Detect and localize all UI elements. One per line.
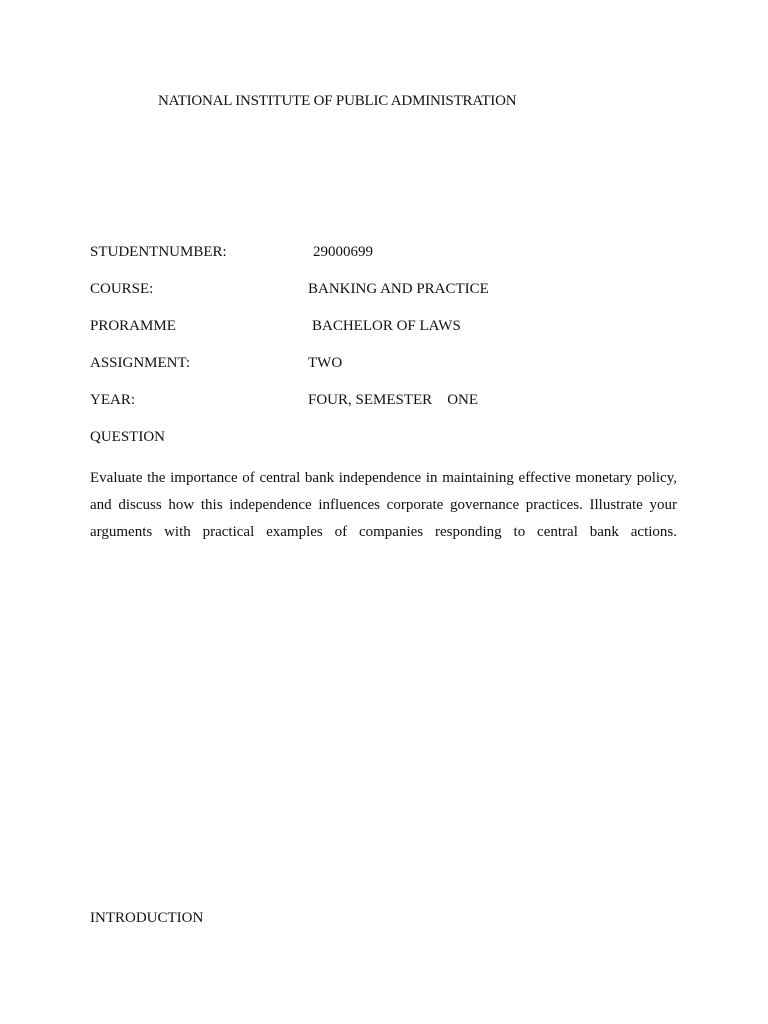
course-value: BANKING AND PRACTICE (308, 281, 489, 297)
course-label: COURSE: (90, 281, 154, 297)
year-value: FOUR, SEMESTER ONE (308, 392, 479, 408)
assignment-label: ASSIGNMENT: (90, 355, 191, 371)
institute-title: NATIONAL INSTITUTE OF PUBLIC ADMINISTRATION (158, 93, 517, 109)
student-number-label: STUDENTNUMBER: (90, 244, 227, 260)
question-body: Evaluate the importance of central bank independence in maintaining effective monetary policy, and discuss how this independence influences corporate governance practices. Illustrate your arguments with practical examples of companies responding to central bank actions. (90, 470, 677, 540)
assignment-value: TWO (308, 355, 343, 371)
student-number-value: 29000699 (313, 244, 373, 260)
year-label: YEAR: (90, 392, 135, 408)
question-heading: QUESTION (90, 429, 165, 445)
introduction-heading: INTRODUCTION (90, 910, 204, 926)
programme-label: PRORAMME (90, 318, 176, 334)
programme-value: BACHELOR OF LAWS (312, 318, 461, 334)
